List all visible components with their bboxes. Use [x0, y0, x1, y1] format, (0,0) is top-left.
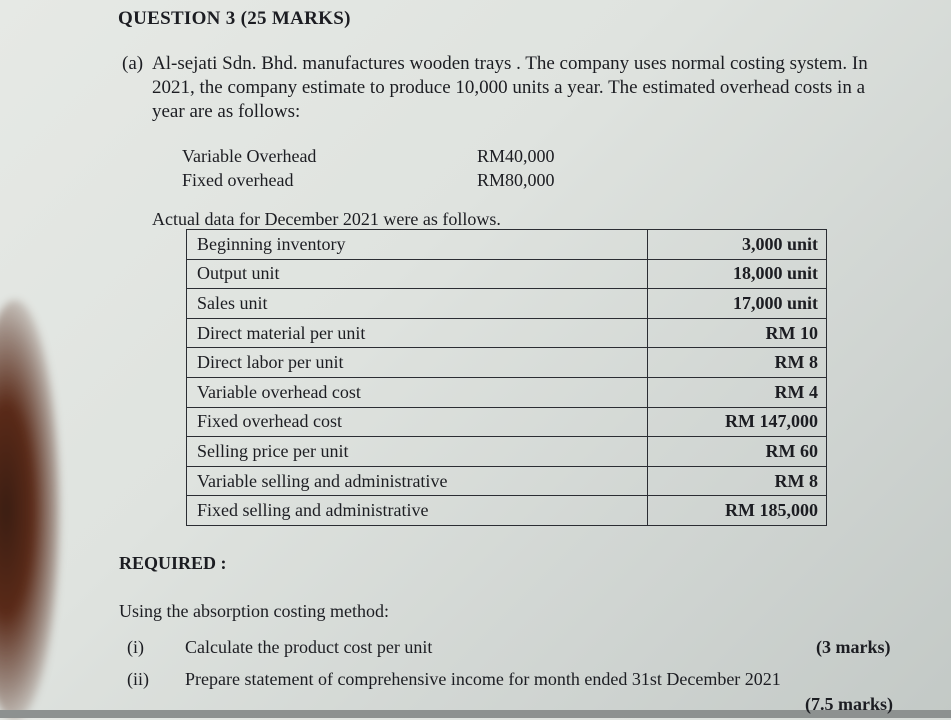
overhead-row: [182, 168, 562, 192]
paragraph-line-1: (a) Al-sejati Sdn. Bhd. manufactures wooden trays . The company uses normal costing system. In: [122, 53, 868, 74]
overhead-row: [182, 144, 562, 168]
overhead-label: Fixed overhead: [182, 170, 294, 190]
row-label: Direct labor per unit: [187, 348, 648, 378]
question-item: [127, 637, 897, 658]
question-number: (ii): [127, 669, 149, 689]
overhead-label: Variable Overhead: [182, 146, 317, 166]
table-row: [187, 496, 827, 526]
question-marks: (7.5 marks): [805, 694, 893, 714]
table-row: [187, 348, 827, 378]
estimated-overhead-list: [182, 144, 562, 192]
part-label: (a): [122, 53, 144, 74]
table-row: [187, 230, 827, 260]
table-row: [187, 289, 827, 319]
row-label: Output unit: [187, 259, 648, 289]
row-label: Fixed overhead cost: [187, 407, 648, 437]
finger-shadow: [0, 300, 60, 720]
paragraph-line-3: year are as follows:: [152, 101, 301, 122]
row-value: RM 60: [648, 437, 827, 467]
row-value: 17,000 unit: [648, 289, 827, 319]
actual-data-intro: Actual data for December 2021 were as follows.: [152, 209, 501, 229]
overhead-value: RM80,000: [477, 170, 555, 190]
row-label: Direct material per unit: [187, 318, 648, 348]
actual-data-table: [186, 229, 827, 526]
table-row: [187, 437, 827, 467]
table-row: [187, 466, 827, 496]
row-value: RM 4: [648, 377, 827, 407]
row-value: RM 147,000: [648, 407, 827, 437]
row-value: RM 8: [648, 348, 827, 378]
table-row: [187, 259, 827, 289]
row-value: RM 8: [648, 466, 827, 496]
row-label: Sales unit: [187, 289, 648, 319]
question-marks: (3 marks): [816, 637, 891, 657]
overhead-value: RM40,000: [477, 146, 555, 166]
question-text: Prepare statement of comprehensive income for month ended 31st December 2021: [185, 669, 781, 689]
question-item: [127, 669, 897, 690]
row-label: Fixed selling and administrative: [187, 496, 648, 526]
row-value: RM 185,000: [648, 496, 827, 526]
row-value: RM 10: [648, 318, 827, 348]
row-value: 18,000 unit: [648, 259, 827, 289]
row-label: Variable selling and administrative: [187, 466, 648, 496]
row-label: Variable overhead cost: [187, 377, 648, 407]
table-row: [187, 377, 827, 407]
question-text: Calculate the product cost per unit: [185, 637, 433, 657]
question-title: QUESTION 3 (25 MARKS): [118, 8, 351, 29]
question-number: (i): [127, 637, 144, 657]
paragraph-line-2: 2021, the company estimate to produce 10,000 units a year. The estimated overhead costs in a: [152, 77, 866, 98]
table-row: [187, 318, 827, 348]
question-paragraph: [122, 52, 912, 124]
row-value: 3,000 unit: [648, 230, 827, 260]
row-label: Selling price per unit: [187, 437, 648, 467]
table-row: [187, 407, 827, 437]
required-heading: REQUIRED :: [119, 553, 227, 573]
row-label: Beginning inventory: [187, 230, 648, 260]
method-instruction: Using the absorption costing method:: [119, 601, 389, 621]
